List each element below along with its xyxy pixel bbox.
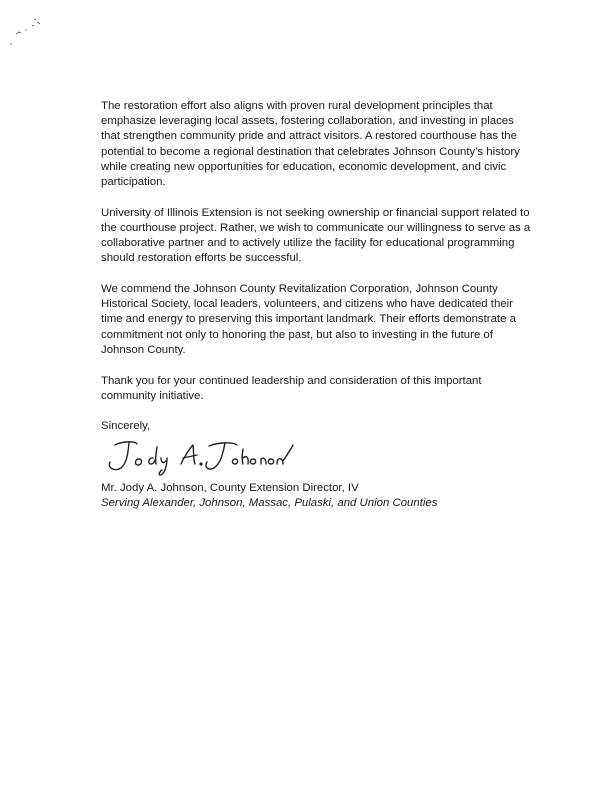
signer-service-area: Serving Alexander, Johnson, Massac, Pulaski, and Union Counties	[101, 496, 438, 509]
paragraph-thanks: Thank you for your continued leadership and consideration of this important community initiative.	[101, 374, 482, 402]
paragraph-commendation: We commend the Johnson County Revitalization Corporation, Johnson County Historical Society, local leaders, volunteers, and citizens who have dedicated their time and energy to preserving this important landmark. Their efforts demonstrate a commitment not only to honoring the past, but also to investing in the future of Johnson County.	[101, 283, 516, 356]
scan-artifact-marks	[6, 12, 50, 52]
paragraph-extension-role: University of Illinois Extension is not seeking ownership or financial support related to the courthouse project. Rather, we wish to communicate our willingness to serve as a collaborative partner and to actively utilize the facility for educational programming should restoration efforts be successful.	[101, 206, 531, 265]
paragraph-restoration-alignment: The restoration effort also aligns with proven rural development principles that emphasize leveraging local assets, fostering collaboration, and investing in places that strengthen community pride and attract visitors. A restored courthouse has the potential to become a regional destination that celebrates Johnson County's history while creating new opportunities for education, economic development, and civic participation.	[101, 100, 520, 189]
letter-body	[101, 99, 531, 511]
handwritten-signature	[101, 437, 301, 477]
closing: Sincerely,	[101, 420, 151, 433]
signer-name-title: Mr. Jody A. Johnson, County Extension Director, IV	[101, 481, 359, 494]
